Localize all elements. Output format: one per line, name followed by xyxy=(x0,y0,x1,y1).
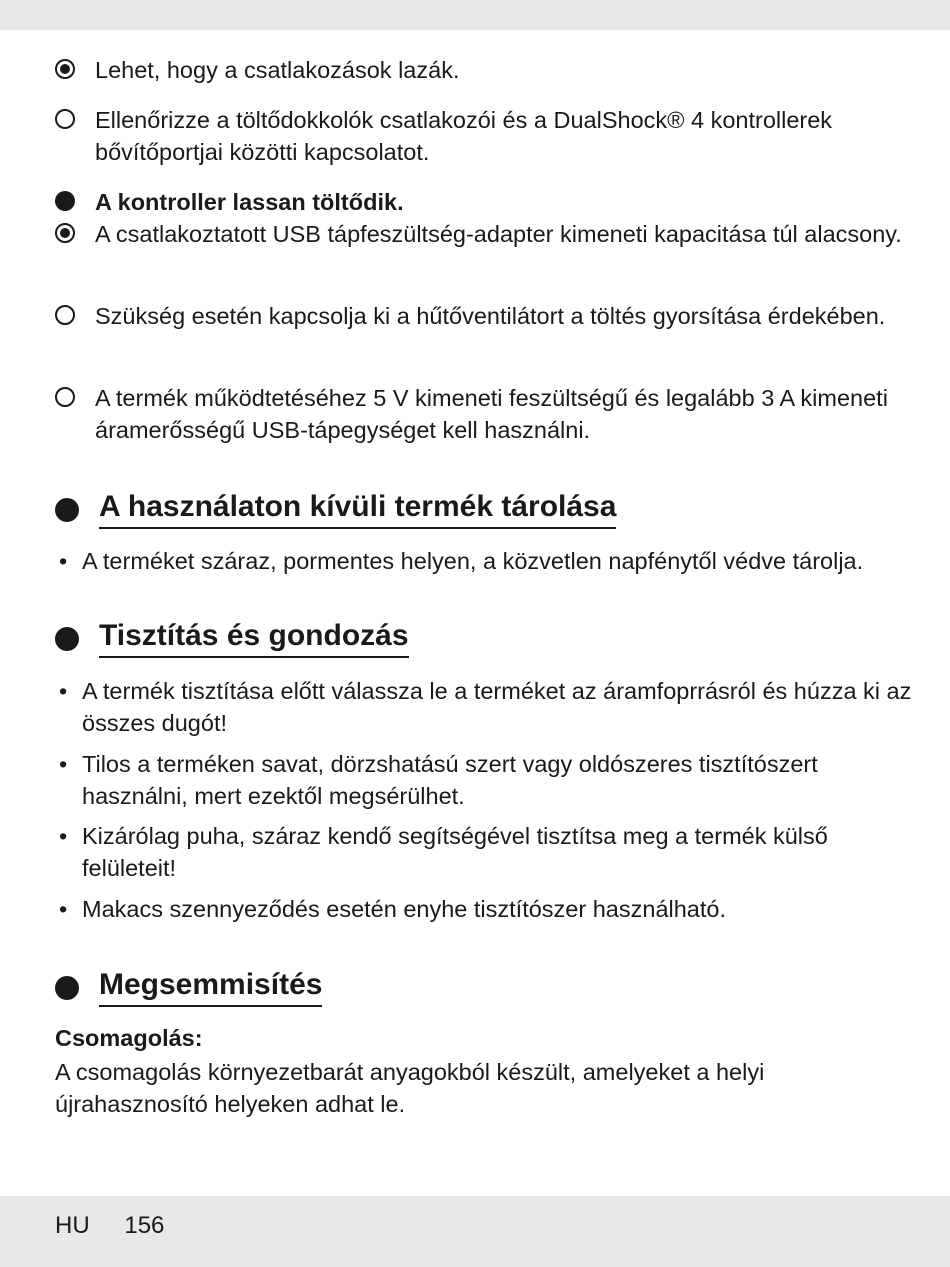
cause-radio-icon xyxy=(55,223,75,243)
bullet-icon: • xyxy=(59,823,68,849)
remedy-text: Ellenőrizze a töltődokkolók csatlakozói és a DualShock® 4 kontrollerek bővítőportjai közötti kapcsolatot. xyxy=(95,107,833,165)
disposal-heading-text: Megsemmisítés xyxy=(99,966,322,1007)
section-dot-icon xyxy=(55,498,79,522)
page-number: 156 xyxy=(124,1212,165,1239)
top-band xyxy=(0,0,950,30)
bullet-icon: • xyxy=(59,896,68,922)
packaging-text: A csomagolás környezetbarát anyagokból készült, amelyeket a helyi újrahasznosító helyeken adhat le. xyxy=(55,1059,765,1117)
bullet-icon: • xyxy=(59,751,68,777)
footer xyxy=(55,1212,164,1240)
storage-heading-text: A használaton kívüli termék tárolása xyxy=(99,488,616,529)
problem-text: A kontroller lassan töltődik. xyxy=(95,189,404,215)
list-item-text: Kizárólag puha, száraz kendő segítségével tisztítsa meg a termék külső felületeit! xyxy=(82,823,828,881)
section-dot-icon xyxy=(55,976,79,1000)
cause-radio-icon xyxy=(55,59,75,79)
bullet-icon: • xyxy=(59,548,68,574)
packaging-label: Csomagolás: xyxy=(55,1025,203,1051)
cleaning-heading-text: Tisztítás és gondozás xyxy=(99,617,409,658)
remedy-text: A termék működtetéséhez 5 V kimeneti feszültségű és legalább 3 A kimeneti áramerősségű USB-tápegységet kell használni. xyxy=(95,385,888,443)
bullet-icon: • xyxy=(59,678,68,704)
section-dot-icon xyxy=(55,627,79,651)
problem-dot-icon xyxy=(55,191,75,211)
disposal-section-heading xyxy=(55,966,915,1010)
list-item-text: A termék tisztítása előtt válassza le a terméket az áramfoprrásról és húzza ki az összes dugót! xyxy=(82,678,912,736)
remedy-circle-icon xyxy=(55,109,75,129)
remedy-text: Szükség esetén kapcsolja ki a hűtőventilátort a töltés gyorsítása érdekében. xyxy=(95,303,886,329)
list-item-text: Makacs szennyeződés esetén enyhe tisztítószer használható. xyxy=(82,896,727,922)
language-code: HU xyxy=(55,1212,90,1239)
storage-section-heading xyxy=(55,488,915,532)
cleaning-section-heading xyxy=(55,617,915,661)
remedy-circle-icon xyxy=(55,305,75,325)
cause-text: A csatlakoztatott USB tápfeszültség-adapter kimeneti kapacitása túl alacsony. xyxy=(95,221,902,247)
remedy-circle-icon xyxy=(55,387,75,407)
cause-text: Lehet, hogy a csatlakozások lazák. xyxy=(95,57,460,83)
list-item-text: Tilos a terméken savat, dörzshatású szert vagy oldószeres tisztítószert használni, mert ezektől megsérülhet. xyxy=(82,751,818,809)
list-item-text: A terméket száraz, pormentes helyen, a közvetlen napfénytől védve tárolja. xyxy=(82,548,864,574)
